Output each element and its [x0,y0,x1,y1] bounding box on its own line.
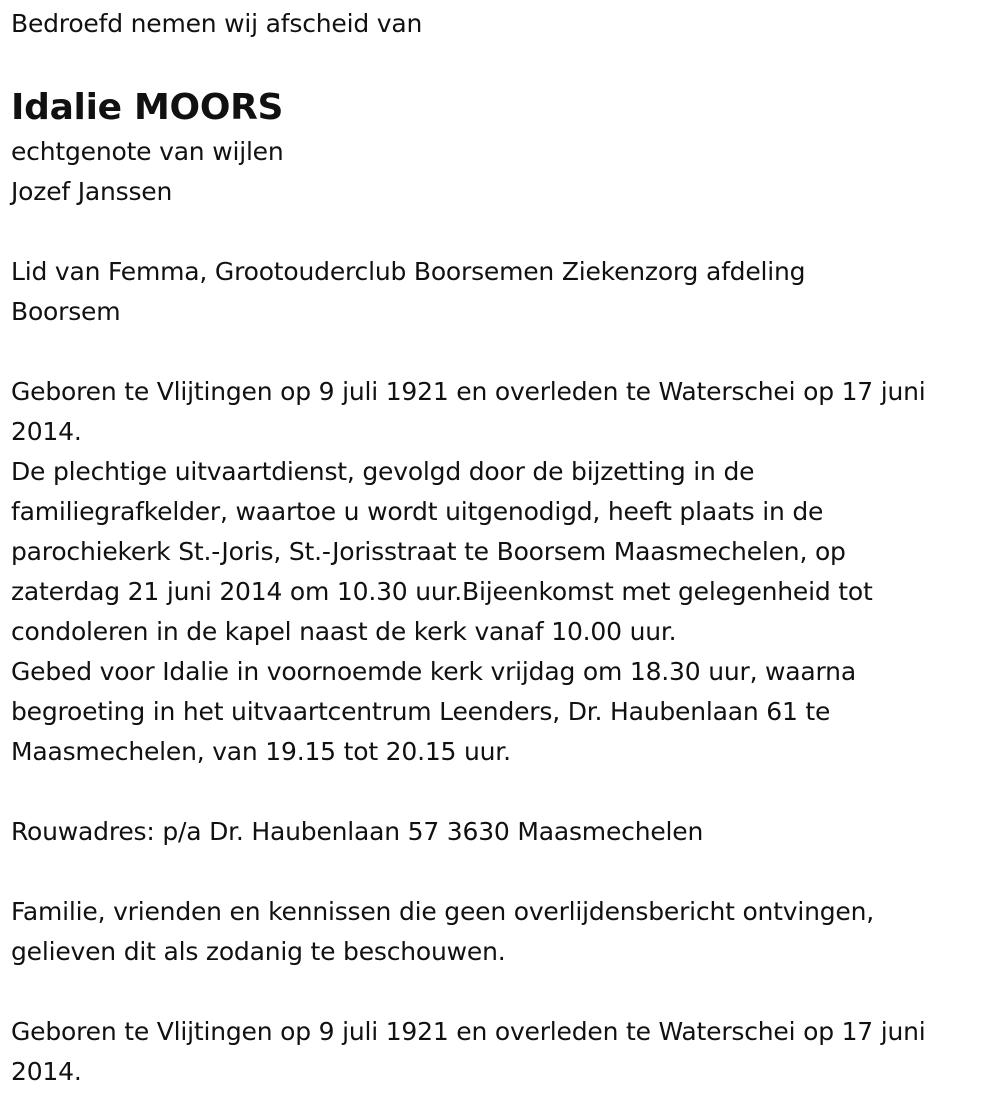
ceremony-line: condoleren in de kapel naast de kerk vanaf 10.00 uur. [11,617,677,646]
spacer [11,972,991,1012]
relation-line-1: echtgenote van wijlen [11,137,284,166]
birth-death-paragraph [11,372,991,452]
intro-text: Bedroefd nemen wij afscheid van [11,9,423,38]
birth-death-repeat-paragraph [11,1012,991,1092]
ceremony-line: De plechtige uitvaartdienst, gevolgd door de bijzetting in de [11,457,755,486]
ceremony-line: familiegrafkelder, waartoe u wordt uitgenodigd, heeft plaats in de [11,497,824,526]
notice-paragraph [11,892,991,972]
membership-paragraph [11,252,991,332]
ceremony-line: Maasmechelen, van 19.15 tot 20.15 uur. [11,737,511,766]
ceremony-line: Gebed voor Idalie in voornoemde kerk vrijdag om 18.30 uur, waarna [11,657,856,686]
deceased-name: Idalie MOORS [11,87,284,128]
notice-line: Familie, vrienden en kennissen die geen overlijdensbericht ontvingen, [11,897,875,926]
spacer [11,772,991,812]
relation-line-2: Jozef Janssen [11,177,173,206]
birth-death-repeat-line: 2014. [11,1057,82,1086]
birth-death-line: 2014. [11,417,82,446]
spacer [11,852,991,892]
ceremony-paragraph [11,452,991,772]
notice-line: gelieven dit als zodanig te beschouwen. [11,937,506,966]
birth-death-line: Geboren te Vlijtingen op 9 juli 1921 en overleden te Waterschei op 17 juni [11,377,926,406]
ceremony-line: zaterdag 21 juni 2014 om 10.30 uur.Bijeenkomst met gelegenheid tot [11,577,873,606]
birth-death-repeat-line: Geboren te Vlijtingen op 9 juli 1921 en overleden te Waterschei op 17 juni [11,1017,926,1046]
obituary-document [11,4,991,1092]
membership-line: Boorsem [11,297,121,326]
membership-line: Lid van Femma, Grootouderclub Boorsemen Ziekenzorg afdeling [11,257,806,286]
spacer [11,332,991,372]
mourning-address: Rouwadres: p/a Dr. Haubenlaan 57 3630 Maasmechelen [11,817,704,846]
spacer [11,212,991,252]
ceremony-line: begroeting in het uitvaartcentrum Leenders, Dr. Haubenlaan 61 te [11,697,831,726]
ceremony-line: parochiekerk St.-Joris, St.-Jorisstraat te Boorsem Maasmechelen, op [11,537,846,566]
